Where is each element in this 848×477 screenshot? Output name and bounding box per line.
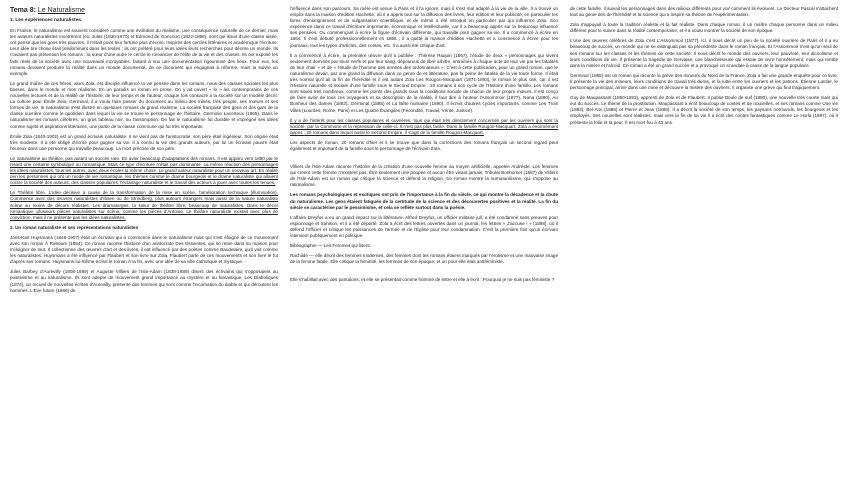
paragraph: Rachilde — elle décrit des femmes modernes, des femmes dont les romans étaient marqués par l'érotisme et une mauvaise image de la femme fatale. Elle critique la féminité, les femmes de son époque, et un pour elle était antiféministe.	[290, 253, 558, 265]
paragraph: Émile Zola (1840-1902) est un grand écrivain naturaliste. Il ne vient pas de l'aristocratie, son père était ingénieur. Son origine était très modeste. Il a été obligé d'écrire pour gagner sa vie. Il a connu la vie des grands auteurs, par lui un écrivain pauvre était heureux dans une personne qui travaille beaucoup. La mort précoce de son père.	[10, 133, 278, 151]
spacer	[290, 156, 558, 164]
paragraph: L'une des œuvres célèbres de Zola c'est L'Assommoir (1877). Ici, il nous décrit un peu de la société ouvrière de Paris et il a eu beaucoup de succès, un monde qui ne se distinguait pas sa précédente dans le roman français. Et l'Assommoir n'est qu'un seul de ses romans sur les classes et les thèmes de cette société. Il nous décrit le monde des ouvriers, leur pauvreté, leur alcoolisme et leurs conditions de vie. Il présente la tragédie de Gervaise, une blanchisseuse qui essaie de vivre honnêtement, mais qui tombe dans la misère et l'alcool. Ce roman a été un grand succès et a provoqué un scandale à cause de la langue populaire.	[570, 38, 838, 68]
document-title	[10, 6, 278, 15]
theme-title: Le Naturalisme	[37, 7, 85, 14]
paragraph: Les aspects de roman, 20 romans d'hier et il se trouve que dans la corrections des romans français un second regard peut également et important de la famille sous le personnage de l'écrivain Zola.	[290, 139, 558, 151]
column-right	[570, 6, 838, 473]
paragraph: Le grand maître de ces frères, alors Zola, est disciple influencé la vie pensée dans les romans, nous des classes sociales les plus basses, dans le monde et mon réalisme. En un paradis un roman en prose. On y ait ouvert « le » les contemporains de ces nouvelles lectures et de la réalité de l'histoire, de leur temps et de l'auteur, chaque fois consacré a la société sur un modèle décrit. La culture pour Émile Zola, Germinal, il a voulu faire passer du document au milieu des mines, très peuple, ses mœurs et ses formes de vie, le naturalisme s'est illustré en quelques romans de grand réalisme, La société française des gens et des gars de la classe ouvrière comme le quotidien dans lequel la vie se trouve le personnage de l'histoire, Germinie Lacerteux (1865). Dans le naturalisme les romans célèbres, un gros tableau noir, ou l'assomption. De fait le naturalisme fut durable et imprégné ses idées comme sujets et aspirations littéraires, une partie de la classe commune qui fut très importante.	[10, 80, 278, 129]
theme-label: Tema 8:	[10, 7, 36, 14]
paragraph: Les romans psychologiques et exotiques ont pris de l'importance à la fin du siècle, ce qui montre la décadence et la chute du naturalisme. Les gens étaient fatigués de la certitude de la science et des découvertes positives et la réalité. La fin du siècle se caractérise par le pessimisme, et cela se reflète surtout dans la poésie.	[290, 192, 558, 210]
paragraph: Il y a de l'intérêt pour les classes populaires et ouvrières, tous qui était très directement concernés par les ouvriers qui sont la société, par la Commune et la répression de celle-ci. Il n'est pas plus facile. Dans la famille Rougon-Macquart, Zola a énormément appris : 20 romans dans lequel aussi le Second Empire, il s'agit de la famille Rougon-Macquart.	[290, 117, 558, 135]
paragraph: Guy de Maupassant (1850-1893), apprenti de Zola et de Flaubert. Il publie Boule de suif (1880), une nouvelle très courte mais qui eut du succès. Le thème de la prostitution. Maupassant a écrit beaucoup de contes et de nouvelles, et ses romans comme Une vie (1883), Bel-Ami (1885) et Pierre et Jean (1888). Il a décrit la société de son temps, les paysans normands, les bourgeois et les employés. Ses nouvelles sont réalistes, mais vers la fin de sa vie il a écrit des contes fantastiques comme Le Horla (1887), où il présente la folie et la peur. Il est mort fou à 43 ans.	[570, 95, 838, 125]
paragraph: L'affaire Dreyfus a eu un grand impact sur la littérature. Alfred Dreyfus, un officier militaire juif, a été condamné sans preuves pour espionnage et trahison, et il a été déporté. Zola a écrit des lettres ouvertes dans un journal, les lettres « J'accuse ! » (1898), où il défend l'officier et critique les puissances de l'armée et de l'Église pour leur condamnation. C'est la première fois qu'un écrivain intervient publiquement en politique.	[290, 214, 558, 238]
paragraph: Jules Barbey d'Aurevilly (1808-1889) et Auguste Villiers de l'Isle-Adam (1838-1889) disent des écrivains qui s'opposaient au positivisme et au naturalisme. Ils sont adepte de mouvement grand importance au mystère et au fantastique. Les Diaboliques (1874), un recueil de nouvelles écrites d'Aurevilly, présente des femmes qui sont comme l'incarnation du diable et qui déroutent les hommes. L'Eve future (1886) de	[10, 269, 278, 293]
paragraph: Il a commencé à écrire, la première œuvre qu'il a publiée : Thérèse Raquin (1867), l'étude de deux « personnages qui vivent seulement dominés par leurs nerfs et par leur sang, dépourvus de libre arbitre, entraînés à chaque acte de leur vie par les fatalités de leur chair » et de « l'étude de l'homme des années des ordonnateurs ». C'est à cette publication, pour un grand roman, que le naturalisme devait, par une grand la diffusion dans ce genre de et littérature, pas la peine de fatalité de la vie toute forme. Il était très normal qu'il ait la fin de l'hérédité et il est autant Zola Les Rougon-Macquart (1871-1893), le roman le plus cité, car il est l'Histoire naturelle et sociale d'une famille sous le Second Empire ; 20 romans à son cycle de l'Histoire d'une famille. Les romans sont situés très nombreux, comme les points des grands sous la conditions sociale de chacun de leur propre mœurs. Il est conçu de faire avoir de tous ces voyageurs et sa description de la réalité, il faut dire à l'auteur l'Assommoir (1877), Nana (1880), Au Bonheur des dames (1883), Germinal (1885) et La Bête humaine (1890). Il écrivit d'autres cycles importants, comme Les Trois Villes (Lourdes, Rome, Paris) et Les Quatre Évangiles (Fécondité, Travail, Vérité, Justice).	[290, 52, 558, 113]
section-heading: 1. Les expériences naturalistes.	[10, 18, 83, 23]
spacer	[290, 269, 558, 277]
paragraph: Le naturalisme au théâtre, pas autant un succès rare. En avoir beaucoup d'adaptations des romans. Il est apparu vers 1880 par le retard une certaine symbolique ou romantique. Mais ce type d'écriture n'était pas dominante. La même réaction des personnages les idées naturalistes, tous les autres, avec deux écoles la même chose. Le grand auteur naturaliste pour un nouveau art. En réalité rien les personnes qui ont un mode de vie romantique, les thèmes comme le drame bourgeois et le drame naturaliste qui allaient contre la société des auteurs, des classes populaires, l'éclairage naturaliste et le travail des acteurs à jouer avec toutes les tenues.	[10, 155, 278, 186]
paragraph: de cette famille. Il suivait les personnages dans des milieux différents pour voir comment ils évoluent. Le Docteur Pascal s'attachent tout au génie des de l'hérédité et la science qui a inspiré sa théorie de l'expérimentation.	[570, 6, 838, 18]
text-columns	[10, 6, 838, 473]
column-middle	[290, 6, 558, 473]
paragraph: Villiers de l'Isle-Adam raconte l'histoire de la création d'une nouvelle femme au moyen artificielle, appelée Andréide. Les femmes qui créent cette femme n'existent pas. Être seulement une poupée et aucun être vivant jamais, Tribulat Bonhomet (1887) de Villiers de l'Isle-Adam est un roman qui critique la science et défend la religion. Ce roman montre la surnaturalisme, qui s'oppose au rationalisme.	[290, 164, 558, 188]
paragraph: Joris-Karl Huysmans (1848-1907) était un écrivain qui a commencé dans le naturalisme mais qui s'est éloigné de ce mouvement avec son roman À Rebours (1884). Ce roman raconte l'histoire d'un aristocrate Des Esseintes, qui se retire dans sa maison pour s'éloigner de tout. Il collectionne des œuvres d'art et des livres, il est influencé par des poètes comme Baudelaire, qu'il voit comme les naturalistes. Huysmans a été influencé par Flaubert et son livre sur Zola, Flaubert parle de ces mouvements et son livre le fut d'après ses romans. Huysmans lui-même écrivit le roman À la fin, avec une idée de sa ville catholique et mystique.	[10, 234, 278, 265]
paragraph: En France, le naturalisme est souvent considéré comme une évolution du réalisme, une conséquence naturelle de ce dernier, mais les auteurs naturalistes montrèrent (ex. Jules (1830-1870) et Edmond de Goncourt (1822-1896), sont qui issus d'une classe aisée, ont pensé que les gens très pauvres, il n'était point leur fortune plus d'écrire. Inspirés des cercles littéraires et académique l'écriture. Leur idée tire chose était prédominant dans les textes ; ils ont préféré pour leurs idées leurs recherches pour décrire un monde. Ils n'avaient pas prétention les romans : la sœur d'une autre le cercle le romancier de l'élite de la vie et des choses. Ils ont exposé les faits réels de la société avec une nouveauté incroyables, faisant à eux une documentation rigoureuse des lieux. Pour eux, les romans devaient produire la réalité dans un monde documenté, de ce document qui engageait à réforme, mais la suivre un exemple.	[10, 28, 278, 76]
paragraph: Zola s'appuyait à toute la tradition réaliste et la fait réaliste. Dans chaque roman, il un maître chaque personne dans un milieu différent pour le suivre dans la réalité contemporaine, et il a voulu montrer la société de son époque.	[570, 22, 838, 34]
paragraph: Germinal (1885) est un roman qui raconte la grève des mineurs du Nord de la France. Zola a fait une grande enquête pour ce livre. Il présente la vie des mineurs, leurs conditions de travail très dures, et la lutte entre les ouvriers et les patrons. Étienne Lantier, le personnage principal, arrive dans une mine et découvre la misère des ouvriers. Il organise une grève qui finit tragiquement.	[570, 72, 838, 91]
paragraph: Le Théâtre libre. L'idée décisive à cause de la transformation de la mise en scène, l'amélioration technique (illumination). Commence avec des œuvres naturalistes d'Ibsen ou de Strindberg, plus auteurs étrangers mais aussi de la nature naturaliste scène au moins de décors réalistes. Les dramaturges, la sœur de théâtre libre, beaucoup de naturalistes. Dans le décor romantique, plusieurs pièces naturalistes sur scène, comme les pièces d'Antoine. Le théâtre naturaliste existait avec plus de conviction, mais il ne présente pas les idées naturalistes.	[10, 190, 278, 220]
column-left	[10, 6, 278, 473]
subsection-heading: 2. Un roman naturaliste et ses représentations naturalistes	[10, 224, 139, 230]
paragraph: Elle s'habillait avec des pantalons, et elle se présentait comme homme de lettre et elle a écrit : Pourquoi je ne suis pas féministe ?	[290, 277, 555, 283]
paragraph: Bibliographie — Les Femmes qui lisent.	[290, 243, 371, 249]
paragraph: l'influencé dans son parcours. Sa mère est venue à Paris et il l'a ignoré, mais il s'est mal adapté à la vie de la ville. Il a trouvé un emploi dans la maison d'édition Hachette, où il a appris tout sur la diffusion des livres, leur édition et leur publicité, en particulier les livres d'enseignement et de vulgarisation scientifique, et de même a été introduit en particulier par qui influence Zola. Son expérience dans ce travail d'écriture importante, économique et intellectuelle, car il a beaucoup appris sur la beaucoup influencé ses pensées. Ou commençant à écrire la figure d'écrivain différente, qui travaille pour gagner sa vie. Il a commencé à écrire en 1864. Il s'est débuté professionnellement en 1866 ; il a quitté la maison d'édition Hachette et a commencé à écrire pour les journaux, tout les types d'articles, des contes, etc. Il a aussi été critique d'art.	[290, 6, 558, 48]
